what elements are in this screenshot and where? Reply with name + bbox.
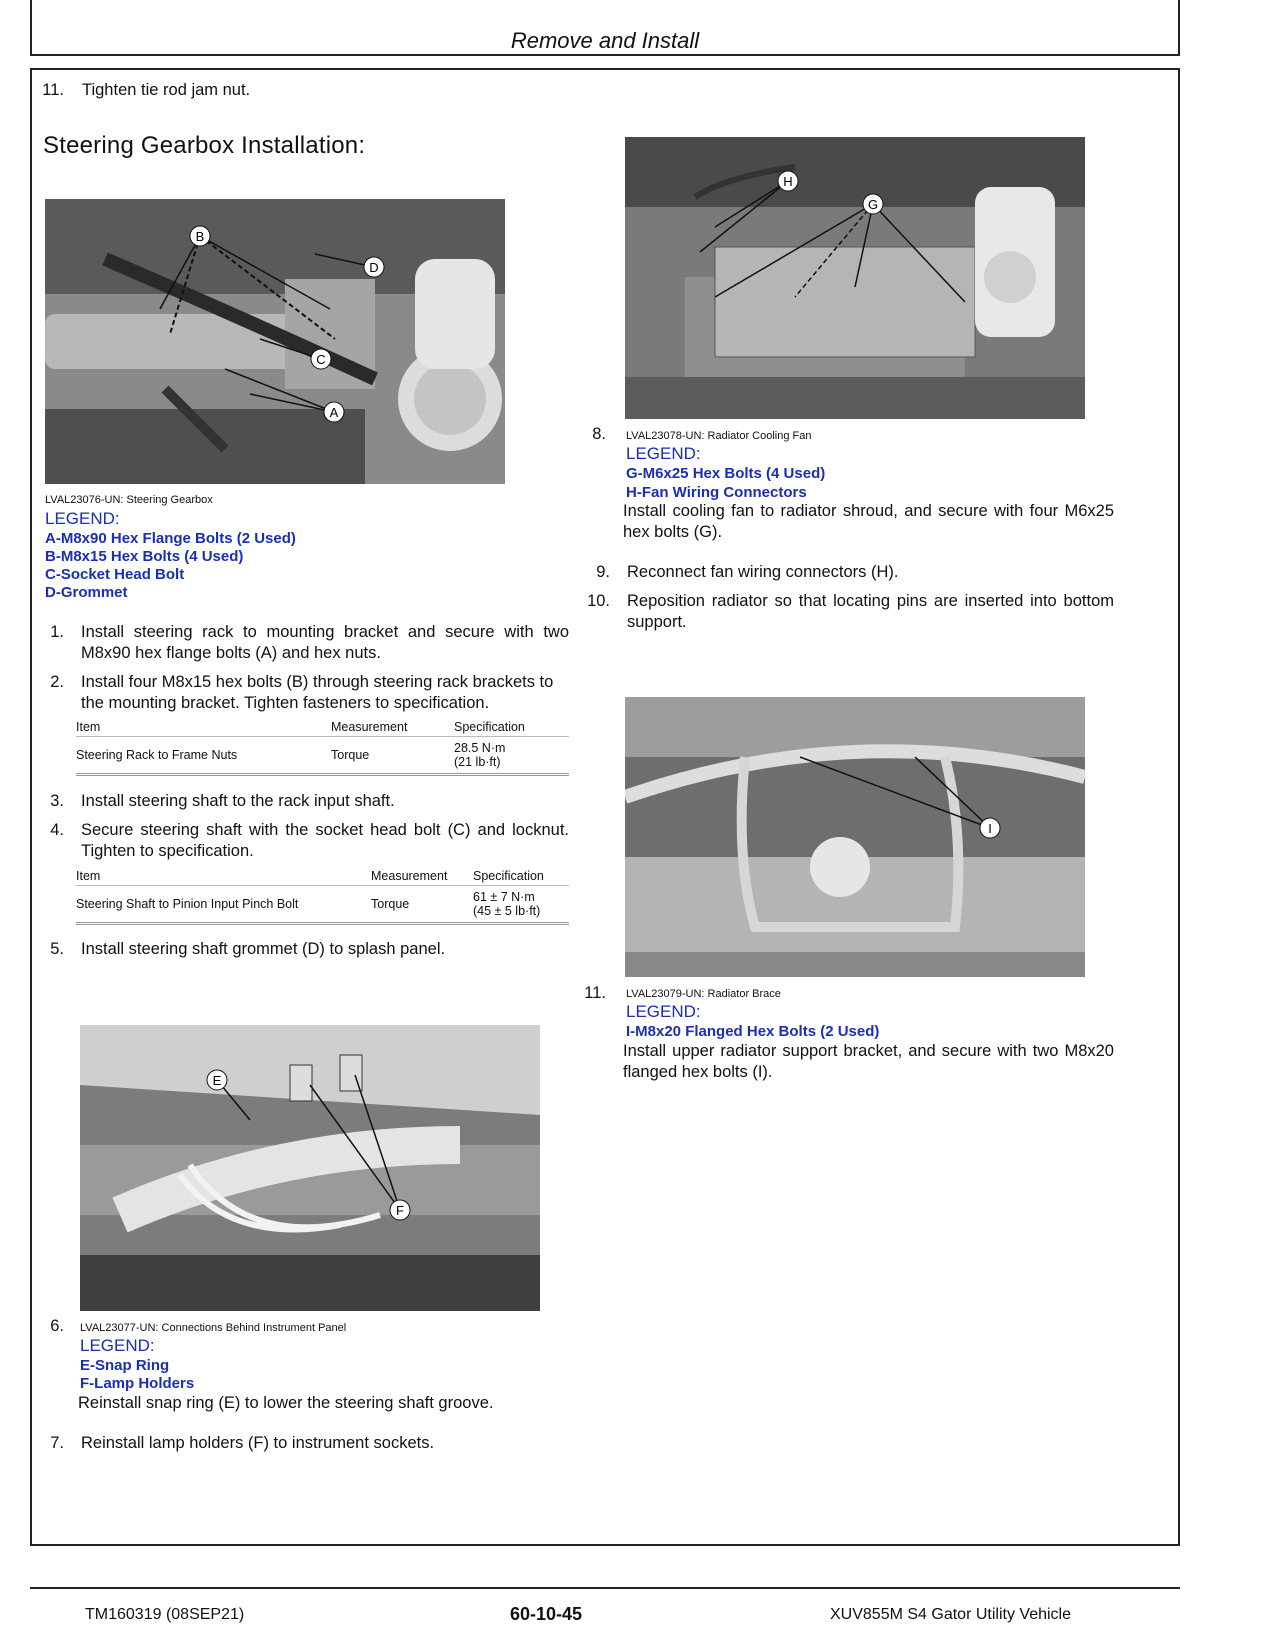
spec-table <box>76 718 569 776</box>
step-number: 4. <box>50 821 64 839</box>
col-header: Specification <box>454 718 569 737</box>
step-number: 2. <box>50 673 64 691</box>
svg-text:C: C <box>316 352 326 367</box>
spec-value: 28.5 N·m <box>454 741 506 755</box>
step-number: 5. <box>50 940 64 958</box>
radiator-brace-photo <box>625 697 1085 977</box>
instrument-panel-photo <box>80 1025 540 1311</box>
step-text: Tighten tie rod jam nut. <box>82 81 251 99</box>
svg-text:I: I <box>988 821 992 836</box>
legend-item: I-M8x20 Flanged Hex Bolts (2 Used) <box>626 1023 880 1040</box>
callout-d <box>364 257 384 277</box>
callout-a <box>324 402 344 422</box>
step-text: Reconnect fan wiring connectors (H). <box>627 563 899 581</box>
legend-title: LEGEND: <box>80 1336 155 1355</box>
step-text: Install steering shaft grommet (D) to splash panel. <box>81 940 446 958</box>
col-header: Specification <box>473 867 569 886</box>
step-number: 10. <box>587 592 610 610</box>
col-header: Item <box>76 867 371 886</box>
col-header: Measurement <box>331 718 454 737</box>
step-text: Install cooling fan to radiator shroud, and secure with four M6x25 hex bolts (G). <box>623 502 1114 541</box>
callout-b <box>190 226 210 246</box>
table-cell: Torque <box>331 737 454 775</box>
section-title: Steering Gearbox Installation: <box>43 132 366 159</box>
step-number: 7. <box>50 1434 64 1452</box>
legend-item: H-Fan Wiring Connectors <box>626 484 807 501</box>
step-text: Install four M8x15 hex bolts (B) through steering rack brackets to the mounting bracket. Tighten fasteners to specification. <box>81 673 554 712</box>
step-text: Reposition radiator so that locating pins are inserted into bottom support. <box>627 592 1114 631</box>
radiator-fan-photo <box>625 137 1085 419</box>
step-text: Install upper radiator support bracket, and secure with two M8x20 flanged hex bolts (I). <box>623 1042 1114 1081</box>
col-header: Item <box>76 718 331 737</box>
step-number: 11. <box>42 81 64 99</box>
footer-product: XUV855M S4 Gator Utility Vehicle <box>830 1606 1071 1623</box>
table-cell <box>473 886 569 924</box>
svg-text:B: B <box>195 229 205 244</box>
callout-g <box>863 194 883 214</box>
legend-item: A-M8x90 Hex Flange Bolts (2 Used) <box>45 530 296 547</box>
legend-item: G-M6x25 Hex Bolts (4 Used) <box>626 465 826 482</box>
legend-item: E-Snap Ring <box>80 1357 170 1374</box>
step-text: Secure steering shaft with the socket head bolt (C) and locknut. Tighten to specification. <box>81 821 569 860</box>
figure-caption: LVAL23077-UN: Connections Behind Instrument Panel <box>80 1322 347 1334</box>
step-number: 3. <box>50 792 64 810</box>
legend-item: F-Lamp Holders <box>80 1375 195 1392</box>
callout-c <box>311 349 331 369</box>
footer-doc-id: TM160319 (08SEP21) <box>85 1606 245 1623</box>
table-cell: Steering Shaft to Pinion Input Pinch Bolt <box>76 886 371 924</box>
callout-e <box>207 1070 227 1090</box>
footer-rule <box>30 1587 1180 1589</box>
step-number: 11. <box>584 984 606 1002</box>
header-title: Remove and Install <box>510 28 700 53</box>
legend-item: D-Grommet <box>45 584 128 601</box>
callout-h <box>778 171 798 191</box>
step-number: 9. <box>596 563 610 581</box>
col-header: Measurement <box>371 867 473 886</box>
legend-title: LEGEND: <box>626 1002 701 1021</box>
step-text: Install steering shaft to the rack input shaft. <box>81 792 395 810</box>
legend-title: LEGEND: <box>45 509 120 528</box>
table-cell <box>454 737 569 775</box>
svg-text:D: D <box>369 260 379 275</box>
legend-title: LEGEND: <box>626 444 701 463</box>
spec-value: (45 ± 5 lb·ft) <box>473 904 541 918</box>
figure-caption: LVAL23076-UN: Steering Gearbox <box>45 494 213 506</box>
table-cell: Torque <box>371 886 473 924</box>
svg-text:E: E <box>212 1073 222 1088</box>
svg-text:F: F <box>396 1203 404 1218</box>
step-text: Install steering rack to mounting bracket and secure with two M8x90 hex flange bolts (A) and hex nuts. <box>81 623 569 662</box>
callout-i <box>980 818 1000 838</box>
table-cell: Steering Rack to Frame Nuts <box>76 737 331 775</box>
legend-item: B-M8x15 Hex Bolts (4 Used) <box>45 548 244 565</box>
step-number: 1. <box>50 623 64 641</box>
callout-f <box>390 1200 410 1220</box>
spec-value: (21 lb·ft) <box>454 755 501 769</box>
steering-gearbox-photo <box>45 199 505 484</box>
step-number: 6. <box>50 1317 64 1335</box>
step-text: Reinstall snap ring (E) to lower the steering shaft groove. <box>78 1394 494 1412</box>
spec-value: 61 ± 7 N·m <box>473 890 535 904</box>
step-number: 8. <box>592 425 606 443</box>
svg-text:H: H <box>783 174 793 189</box>
figure-caption: LVAL23079-UN: Radiator Brace <box>626 988 781 1000</box>
legend-item: C-Socket Head Bolt <box>45 566 185 583</box>
figure-caption: LVAL23078-UN: Radiator Cooling Fan <box>626 430 812 442</box>
svg-text:A: A <box>329 405 339 420</box>
spec-table <box>76 867 569 925</box>
svg-text:G: G <box>867 197 879 212</box>
step-text: Reinstall lamp holders (F) to instrument sockets. <box>81 1434 435 1452</box>
footer-page-number: 60-10-45 <box>510 1604 583 1624</box>
